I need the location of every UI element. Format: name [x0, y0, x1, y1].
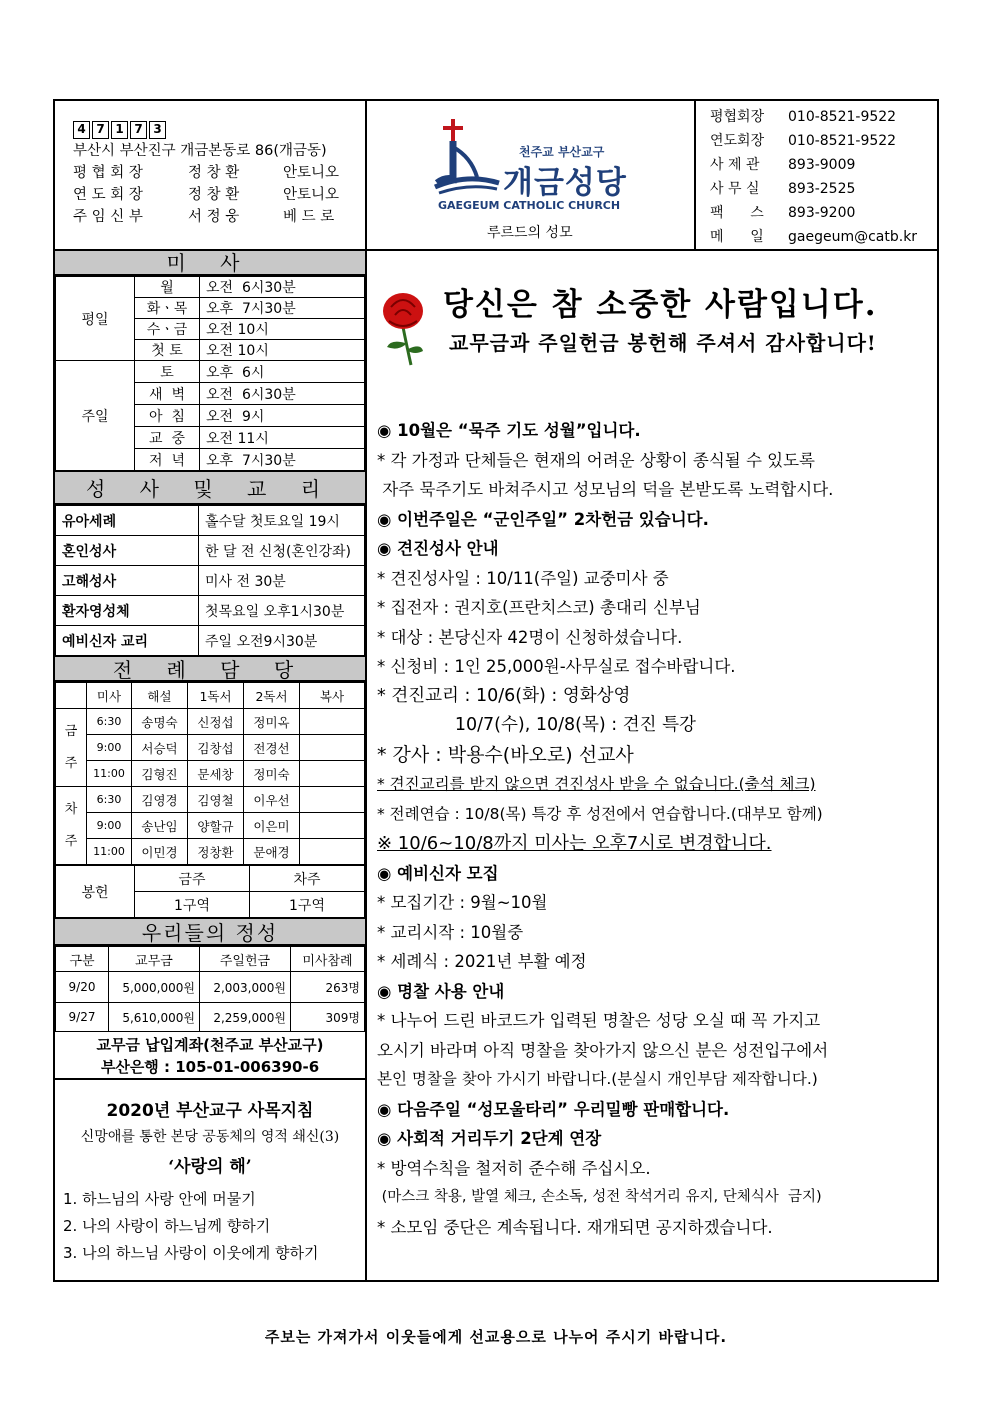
- notice-item: * 방역수칙을 철저히 준수해 주십시오.: [377, 1158, 651, 1178]
- mass-time: 오후 6시: [200, 361, 365, 383]
- mass-time: 오전 10시: [200, 319, 365, 340]
- liturgy-server: [300, 735, 365, 761]
- liturgy-title: 전 례 담 당: [55, 656, 365, 682]
- sacrament-value: 주일 오전9시30분: [199, 626, 365, 656]
- sacraments-title: 성 사 및 교 리: [55, 471, 365, 505]
- liturgy-server: [300, 787, 365, 813]
- mass-time: 오전 10시: [200, 340, 365, 361]
- sacrament-name: 예비신자 교리: [56, 626, 199, 656]
- liturgy-server: [300, 761, 365, 787]
- staff-baptism: 베 드 로: [283, 209, 335, 225]
- liturgy-time: 6:30: [87, 709, 132, 735]
- staff-row: [73, 206, 365, 228]
- contact-label: 메 일: [710, 229, 764, 245]
- liturgy-reader2: 정미옥: [244, 709, 300, 735]
- notice-item: * 강사 : 박용수(바오로) 선교사: [377, 743, 634, 766]
- mass-time: 오전 6시30분: [200, 277, 365, 298]
- account-info: [55, 1032, 365, 1080]
- zip-digit: 1: [111, 121, 128, 139]
- sacraments-table: [55, 505, 365, 656]
- address-block: [55, 101, 367, 251]
- notice-item: * 견진교리 : 10/6(화) : 영화상영: [377, 685, 631, 706]
- zip-digit: 4: [73, 121, 90, 139]
- liturgy-reader2: 이은미: [244, 813, 300, 839]
- logo-english-name: GAEGEUM CATHOLIC CHURCH: [438, 199, 621, 212]
- offerings-table: [55, 946, 365, 1032]
- church-logo-block: [367, 101, 696, 251]
- liturgy-reader1: 신정섭: [188, 709, 244, 735]
- zip-digit: 7: [130, 121, 147, 139]
- logo-church-name: 개금성당: [503, 165, 627, 201]
- next-week-label: 차 주: [56, 787, 87, 865]
- notices-list: [377, 416, 937, 1242]
- right-column: [367, 251, 939, 1282]
- contact-label: 사 무 실: [710, 181, 760, 197]
- mass-time: 오전 11시: [200, 427, 365, 449]
- offerings-dues: 5,000,000원: [109, 972, 200, 1003]
- guideline-theme: ‘사랑의 해’: [168, 1157, 252, 1177]
- contact-value: 893-9009: [788, 157, 856, 173]
- staff-name: 서 정 웅: [188, 209, 240, 225]
- offering-duty-header: 차주: [250, 866, 365, 892]
- liturgy-commentator: 서승덕: [132, 735, 188, 761]
- guideline-list: [55, 1186, 365, 1267]
- guideline-item: 3. 나의 하느님 사랑이 이웃에게 향하기: [63, 1244, 319, 1262]
- offerings-header: 구분: [56, 947, 109, 972]
- address: 부산시 부산진구 개금본동로 86(개금동): [73, 143, 327, 159]
- notice-item: * 대상 : 본당신자 42명이 신청하셨습니다.: [377, 627, 683, 647]
- offering-duty-table: [55, 865, 365, 918]
- notice-heading: ◉ 견진성사 안내: [377, 539, 499, 558]
- notice-heading: ◉ 이번주일은 “군인주일” 2차헌금 있습니다.: [377, 509, 709, 529]
- account-number: 부산은행 : 105-01-006390-6: [100, 1058, 320, 1076]
- liturgy-header: 해설: [132, 683, 188, 709]
- offering-duty-value: 1구역: [250, 892, 365, 918]
- liturgy-commentator: 이민경: [132, 839, 188, 865]
- mass-day: 토: [135, 361, 200, 383]
- liturgy-commentator: 송난임: [132, 813, 188, 839]
- liturgy-server: [300, 709, 365, 735]
- liturgy-table: [55, 682, 365, 865]
- logo-diocese: 천주교 부산교구: [519, 145, 605, 159]
- liturgy-header: [56, 683, 87, 709]
- notice-item: * 각 가정과 단체들은 현재의 어려운 상황이 종식될 수 있도록: [377, 450, 815, 470]
- sunday-label: 주일: [56, 361, 135, 471]
- notice-item: * 세례식 : 2021년 부활 예정: [377, 952, 587, 971]
- weekday-label: 평일: [56, 277, 135, 361]
- liturgy-header: 복사: [300, 683, 365, 709]
- this-week-label: 금 주: [56, 709, 87, 787]
- sacrament-name: 유아세례: [56, 506, 199, 536]
- liturgy-time: 9:00: [87, 813, 132, 839]
- liturgy-reader2: 전경선: [244, 735, 300, 761]
- notice-heading: ◉ 다음주일 “성모울타리” 우리밀빵 판매합니다.: [377, 1099, 730, 1119]
- liturgy-reader1: 양할규: [188, 813, 244, 839]
- sacrament-value: 한 달 전 신청(혼인강좌): [199, 536, 365, 566]
- contact-value: 893-9200: [788, 205, 856, 221]
- notice-item: 오시기 바라며 아직 명찰을 찾아가지 않으신 분은 성전입구에서: [377, 1040, 829, 1060]
- liturgy-reader2: 문애경: [244, 839, 300, 865]
- offerings-attendance: 263명: [291, 972, 365, 1003]
- staff-baptism: 안토니오: [283, 165, 340, 181]
- mass-time: 오후 7시30분: [200, 298, 365, 319]
- contact-row: [710, 129, 937, 153]
- liturgy-time: 11:00: [87, 839, 132, 865]
- contact-row: [710, 201, 937, 225]
- liturgy-reader1: 정창환: [188, 839, 244, 865]
- contact-row: [710, 177, 937, 201]
- contact-label: 사 제 관: [710, 157, 760, 173]
- left-column: [55, 251, 367, 1282]
- notice-item: 10/7(수), 10/8(목) : 견진 특강: [377, 715, 696, 735]
- liturgy-time: 6:30: [87, 787, 132, 813]
- contact-block: [696, 101, 937, 251]
- notice-heading: ◉ 사회적 거리두기 2단계 연장: [377, 1129, 602, 1148]
- sacrament-value: 첫목요일 오후1시30분: [199, 596, 365, 626]
- staff-role: 연 도 회 장: [73, 187, 143, 203]
- pastoral-guideline: [55, 1080, 365, 1267]
- staff-row: [73, 184, 365, 206]
- offerings-sunday: 2,259,000원: [200, 1003, 291, 1032]
- notice-heading: ◉ 명찰 사용 안내: [377, 981, 505, 1001]
- mass-title: 미 사: [55, 251, 365, 276]
- notice-heading: ◉ 예비신자 모집: [377, 863, 499, 883]
- staff-role: 평 협 회 장: [73, 165, 143, 181]
- offerings-date: 9/20: [56, 972, 109, 1003]
- sacrament-name: 환자영성체: [56, 596, 199, 626]
- contact-row: [710, 153, 937, 177]
- notice-item: * 소모임 중단은 계속됩니다. 재개되면 공지하겠습니다.: [377, 1217, 773, 1237]
- liturgy-reader1: 김창섭: [188, 735, 244, 761]
- bulletin-frame: [53, 99, 939, 1282]
- mass-day: 수ㆍ금: [135, 319, 200, 340]
- contact-row: [710, 105, 937, 129]
- zip-digit: 7: [92, 121, 109, 139]
- staff-name: 정 창 환: [188, 187, 240, 203]
- mass-time: 오전 9시: [200, 405, 365, 427]
- mass-time: 오전 6시30분: [200, 383, 365, 405]
- offering-duty-label: 봉헌: [56, 866, 135, 918]
- liturgy-server: [300, 839, 365, 865]
- mass-day: 저 녁: [135, 449, 200, 471]
- banner-subline: 교무금과 주일헌금 봉헌해 주셔서 감사합니다!: [449, 331, 877, 355]
- liturgy-reader2: 이우선: [244, 787, 300, 813]
- offerings-header: 주일헌금: [200, 947, 291, 972]
- notice-item: * 견진교리를 받지 않으면 견진성사 받을 수 없습니다.(출석 체크): [377, 775, 816, 793]
- guideline-item: 2. 나의 사랑이 하느님께 향하기: [63, 1217, 271, 1235]
- liturgy-reader2: 정미숙: [244, 761, 300, 787]
- liturgy-reader1: 김영철: [188, 787, 244, 813]
- liturgy-time: 11:00: [87, 761, 132, 787]
- mass-day: 화ㆍ목: [135, 298, 200, 319]
- contact-label: 연도회장: [710, 133, 765, 149]
- mass-time: 오후 7시30분: [200, 449, 365, 471]
- guideline-item: 1. 하느님의 사랑 안에 머물기: [63, 1190, 256, 1208]
- sacrament-name: 고해성사: [56, 566, 199, 596]
- staff-row: [73, 162, 365, 184]
- sacrament-name: 혼인성사: [56, 536, 199, 566]
- notice-item: * 모집기간 : 9월~10월: [377, 893, 548, 912]
- liturgy-commentator: 김영경: [132, 787, 188, 813]
- offerings-dues: 5,610,000원: [109, 1003, 200, 1032]
- staff-name: 정 창 환: [188, 165, 240, 181]
- notice-item: * 교리시작 : 10월중: [377, 922, 524, 942]
- liturgy-time: 9:00: [87, 735, 132, 761]
- offerings-header: 미사참례: [291, 947, 365, 972]
- liturgy-header: 1독서: [188, 683, 244, 709]
- offerings-sunday: 2,003,000원: [200, 972, 291, 1003]
- offerings-attendance: 309명: [291, 1003, 365, 1032]
- mass-day: 첫 토: [135, 340, 200, 361]
- notice-item: 자주 묵주기도 바쳐주시고 성모님의 덕을 본받도록 노력합시다.: [377, 480, 834, 499]
- offering-duty-header: 금주: [135, 866, 250, 892]
- footer-note: 주보는 가져가서 이웃들에게 선교용으로 나누어 주시기 바랍니다.: [264, 1328, 728, 1346]
- contact-value: gaegeum@catb.kr: [788, 229, 918, 245]
- notice-item: * 견진성사일 : 10/11(주일) 교중미사 중: [377, 568, 669, 588]
- offerings-title: 우리들의 정성: [55, 918, 365, 946]
- staff-baptism: 안토니오: [283, 187, 340, 203]
- contact-row: [710, 225, 937, 249]
- staff-role: 주 임 신 부: [73, 209, 143, 225]
- sacrament-value: 홀수달 첫토요일 19시: [199, 506, 365, 536]
- rose-icon: [373, 287, 433, 367]
- contact-label: 팩 스: [710, 205, 764, 221]
- mass-day: 교 중: [135, 427, 200, 449]
- mass-day: 아 침: [135, 405, 200, 427]
- mass-day: 새 벽: [135, 383, 200, 405]
- account-title: 교무금 납입계좌(천주교 부산교구): [96, 1036, 324, 1054]
- offerings-date: 9/27: [56, 1003, 109, 1032]
- patron-name: 루르드의 성모: [487, 225, 573, 241]
- liturgy-server: [300, 813, 365, 839]
- contact-value: 010-8521-9522: [788, 133, 897, 149]
- contact-value: 893-2525: [788, 181, 856, 197]
- liturgy-reader1: 문세창: [188, 761, 244, 787]
- contact-label: 평협회장: [710, 109, 765, 125]
- liturgy-header: 2독서: [244, 683, 300, 709]
- banner-headline: 당신은 참 소중한 사람입니다.: [443, 287, 878, 323]
- notice-item: * 신청비 : 1인 25,000원-사무실로 접수바랍니다.: [377, 657, 736, 676]
- guideline-title: 2020년 부산교구 사목지침: [106, 1101, 314, 1121]
- notice-item: ※ 10/6~10/8까지 미사는 오후7시로 변경합니다.: [377, 833, 772, 854]
- guideline-subtitle: 신망애를 통한 본당 공동체의 영적 쇄신(3): [80, 1129, 340, 1145]
- notice-item: 본인 명찰을 찾아 가시기 바랍니다.(분실시 개인부담 제작합니다.): [377, 1070, 818, 1088]
- zip-digit: 3: [149, 121, 166, 139]
- offering-duty-value: 1구역: [135, 892, 250, 918]
- mass-day: 월: [135, 277, 200, 298]
- sacrament-value: 미사 전 30분: [199, 566, 365, 596]
- church-logo-icon: [431, 117, 501, 199]
- liturgy-commentator: 송명숙: [132, 709, 188, 735]
- liturgy-header: 미사: [87, 683, 132, 709]
- notice-heading: ◉ 10월은 “묵주 기도 성월”입니다.: [377, 421, 641, 440]
- notice-item: * 나누어 드린 바코드가 입력된 명찰은 성당 오실 때 꼭 가지고: [377, 1011, 821, 1030]
- zip-code: [73, 121, 365, 139]
- liturgy-commentator: 김형진: [132, 761, 188, 787]
- notice-item: (마스크 착용, 발열 체크, 손소독, 성전 착석거리 유지, 단체식사 금지): [377, 1189, 822, 1205]
- contact-value: 010-8521-9522: [788, 109, 897, 125]
- notice-item: * 집전자 : 권지호(프란치스코) 총대리 신부님: [377, 598, 701, 617]
- mass-schedule-table: [55, 276, 365, 471]
- notice-item: * 전례연습 : 10/8(목) 특강 후 성전에서 연습합니다.(대부모 함께): [377, 804, 823, 823]
- offerings-header: 교무금: [109, 947, 200, 972]
